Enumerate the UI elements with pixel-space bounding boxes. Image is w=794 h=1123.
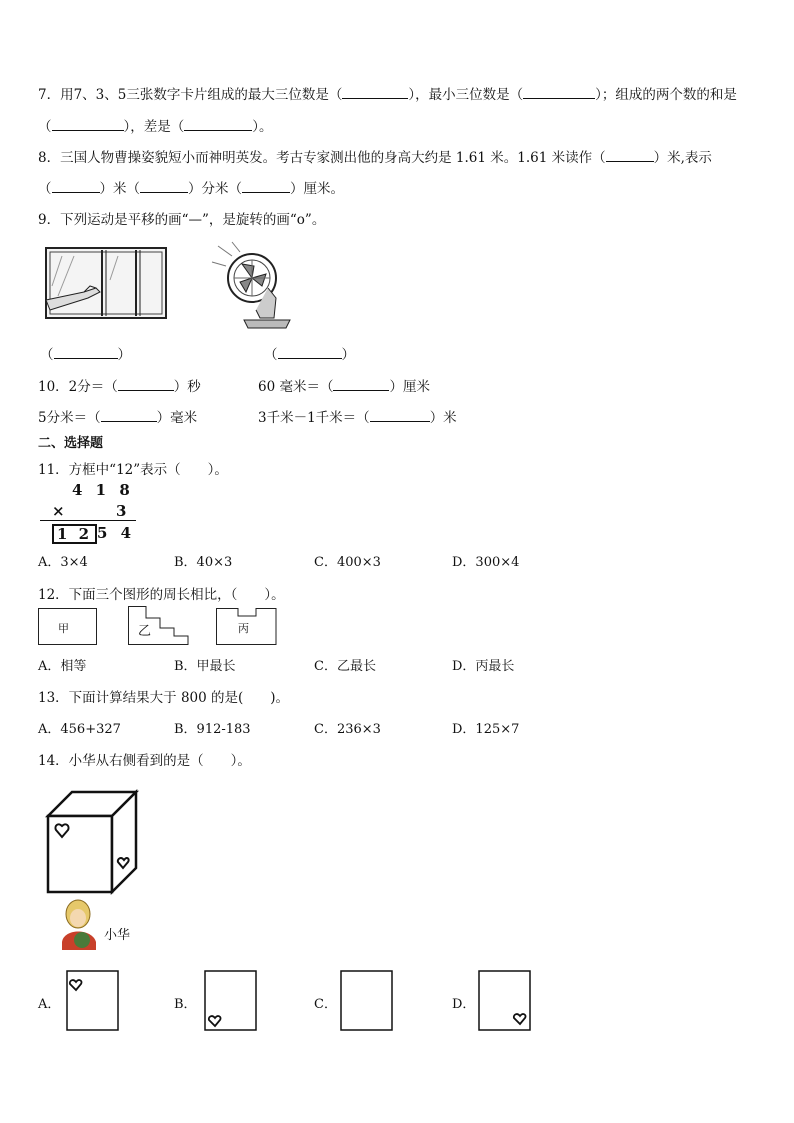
q11-option-a[interactable]: A．3×4 bbox=[38, 555, 88, 570]
q7-text-d: （ bbox=[38, 119, 52, 135]
q10-item-d bbox=[258, 406, 457, 426]
q8-text-c: （ bbox=[38, 181, 52, 197]
question-11-text: 11．方框中“12”表示（ ）。 bbox=[38, 462, 228, 478]
answer-blank[interactable] bbox=[52, 180, 100, 193]
answer-blank[interactable] bbox=[370, 409, 430, 422]
answer-blank[interactable] bbox=[342, 86, 408, 99]
q14-option-c-figure[interactable] bbox=[340, 970, 394, 1032]
boxed-digits: 1 2 bbox=[52, 524, 97, 544]
q8-text-e: ）分米（ bbox=[188, 181, 242, 197]
answer-blank[interactable] bbox=[52, 118, 124, 131]
q10-text: ）厘米 bbox=[389, 379, 430, 395]
q8-text-a: 8．三国人物曹操姿貌短小而神明英发。考古专家测出他的身高大约是 1.61 米。1.61 米读作（ bbox=[38, 150, 606, 166]
q11-option-b[interactable]: B．40×3 bbox=[174, 555, 233, 570]
question-12-text: 12．下面三个图形的周长相比，（ ）。 bbox=[38, 587, 285, 603]
product-digits: 5 4 bbox=[97, 524, 136, 542]
paren: ） bbox=[341, 347, 355, 363]
answer-blank[interactable] bbox=[333, 378, 389, 391]
q7-text-c: ）；组成的两个数的和是 bbox=[595, 87, 737, 103]
person-avatar bbox=[58, 898, 102, 950]
q14-option-c-label[interactable]: C． bbox=[314, 997, 337, 1012]
paren: ） bbox=[117, 347, 131, 363]
q10-text: 60 毫米＝（ bbox=[258, 379, 334, 395]
q14-option-a-figure[interactable] bbox=[66, 970, 120, 1032]
paren: （ bbox=[264, 347, 278, 363]
question-8-line1 bbox=[38, 146, 712, 166]
q13-option-c[interactable]: C．236×3 bbox=[314, 722, 381, 737]
answer-blank[interactable] bbox=[523, 86, 595, 99]
question-8-line2 bbox=[38, 177, 344, 197]
electric-fan-illustration bbox=[210, 240, 300, 330]
q12-option-a[interactable]: A．相等 bbox=[38, 659, 87, 674]
q12-option-c[interactable]: C．乙最长 bbox=[314, 659, 376, 674]
q7-text-e: ），差是（ bbox=[123, 119, 185, 135]
multiplication-sign: × bbox=[52, 502, 65, 520]
question-7-line1 bbox=[38, 83, 737, 103]
q10-text: 5分米＝（ bbox=[38, 410, 101, 426]
multiplication-line bbox=[40, 520, 136, 521]
question-9-text: 9．下列运动是平移的画“—”，是旋转的画“o”。 bbox=[38, 212, 326, 228]
q9-answer-1 bbox=[40, 343, 131, 363]
question-13-text: 13．下面计算结果大于 800 的是( )。 bbox=[38, 690, 290, 706]
answer-blank[interactable] bbox=[242, 180, 290, 193]
question-7-line2 bbox=[38, 115, 273, 135]
answer-blank[interactable] bbox=[140, 180, 188, 193]
q7-text-a: 7．用7、3、5三张数字卡片组成的最大三位数是（ bbox=[38, 87, 343, 103]
q14-option-b-label[interactable]: B． bbox=[174, 997, 197, 1012]
multiplication-multiplicand: 4 1 8 bbox=[72, 481, 134, 499]
q10-text: ）米 bbox=[429, 410, 457, 426]
q10-text: 3千米－1千米＝（ bbox=[258, 410, 370, 426]
sliding-window-illustration bbox=[44, 246, 170, 322]
q10-item-b bbox=[258, 375, 430, 395]
answer-blank[interactable] bbox=[278, 346, 342, 359]
question-14-text: 14．小华从右侧看到的是（ ）。 bbox=[38, 753, 251, 769]
shape-bing-label: 丙 bbox=[238, 622, 249, 635]
q11-option-d[interactable]: D．300×4 bbox=[452, 555, 520, 570]
shape-yi-label: 乙 bbox=[138, 624, 152, 639]
q14-option-d-label[interactable]: D． bbox=[452, 997, 476, 1012]
person-label: 小华 bbox=[104, 928, 131, 943]
multiplication-multiplier: 3 bbox=[116, 502, 127, 520]
q10-text: ）毫米 bbox=[156, 410, 198, 426]
q14-option-a-label[interactable]: A． bbox=[38, 997, 61, 1012]
answer-blank[interactable] bbox=[101, 409, 157, 422]
answer-blank[interactable] bbox=[184, 118, 252, 131]
q7-text-f: ）。 bbox=[252, 119, 273, 135]
q8-text-d: ）米（ bbox=[99, 181, 140, 197]
q13-option-b[interactable]: B．912-183 bbox=[174, 722, 251, 737]
q14-option-d-figure[interactable] bbox=[478, 970, 532, 1032]
answer-blank[interactable] bbox=[54, 346, 118, 359]
q10-item-c bbox=[38, 406, 197, 426]
q13-option-d[interactable]: D．125×7 bbox=[452, 722, 520, 737]
q10-text: 10．2分＝（ bbox=[38, 379, 118, 395]
q12-option-b[interactable]: B．甲最长 bbox=[174, 659, 236, 674]
q12-option-d[interactable]: D．丙最长 bbox=[452, 659, 515, 674]
q11-option-c[interactable]: C．400×3 bbox=[314, 555, 381, 570]
q10-text: ）秒 bbox=[173, 379, 201, 395]
shape-jia-label: 甲 bbox=[58, 622, 69, 635]
q10-item-a bbox=[38, 375, 201, 395]
q7-text-b: ），最小三位数是（ bbox=[408, 87, 524, 103]
q8-text-b: ）米,表示 bbox=[653, 150, 712, 166]
cube-illustration bbox=[44, 790, 140, 896]
answer-blank[interactable] bbox=[606, 149, 654, 162]
q9-answer-2 bbox=[264, 343, 355, 363]
q13-option-a[interactable]: A．456+327 bbox=[38, 722, 121, 737]
section-heading: 二、选择题 bbox=[38, 436, 104, 451]
q14-option-b-figure[interactable] bbox=[204, 970, 258, 1032]
paren: （ bbox=[40, 347, 54, 363]
answer-blank[interactable] bbox=[118, 378, 174, 391]
q8-text-f: ）厘米。 bbox=[290, 181, 344, 197]
